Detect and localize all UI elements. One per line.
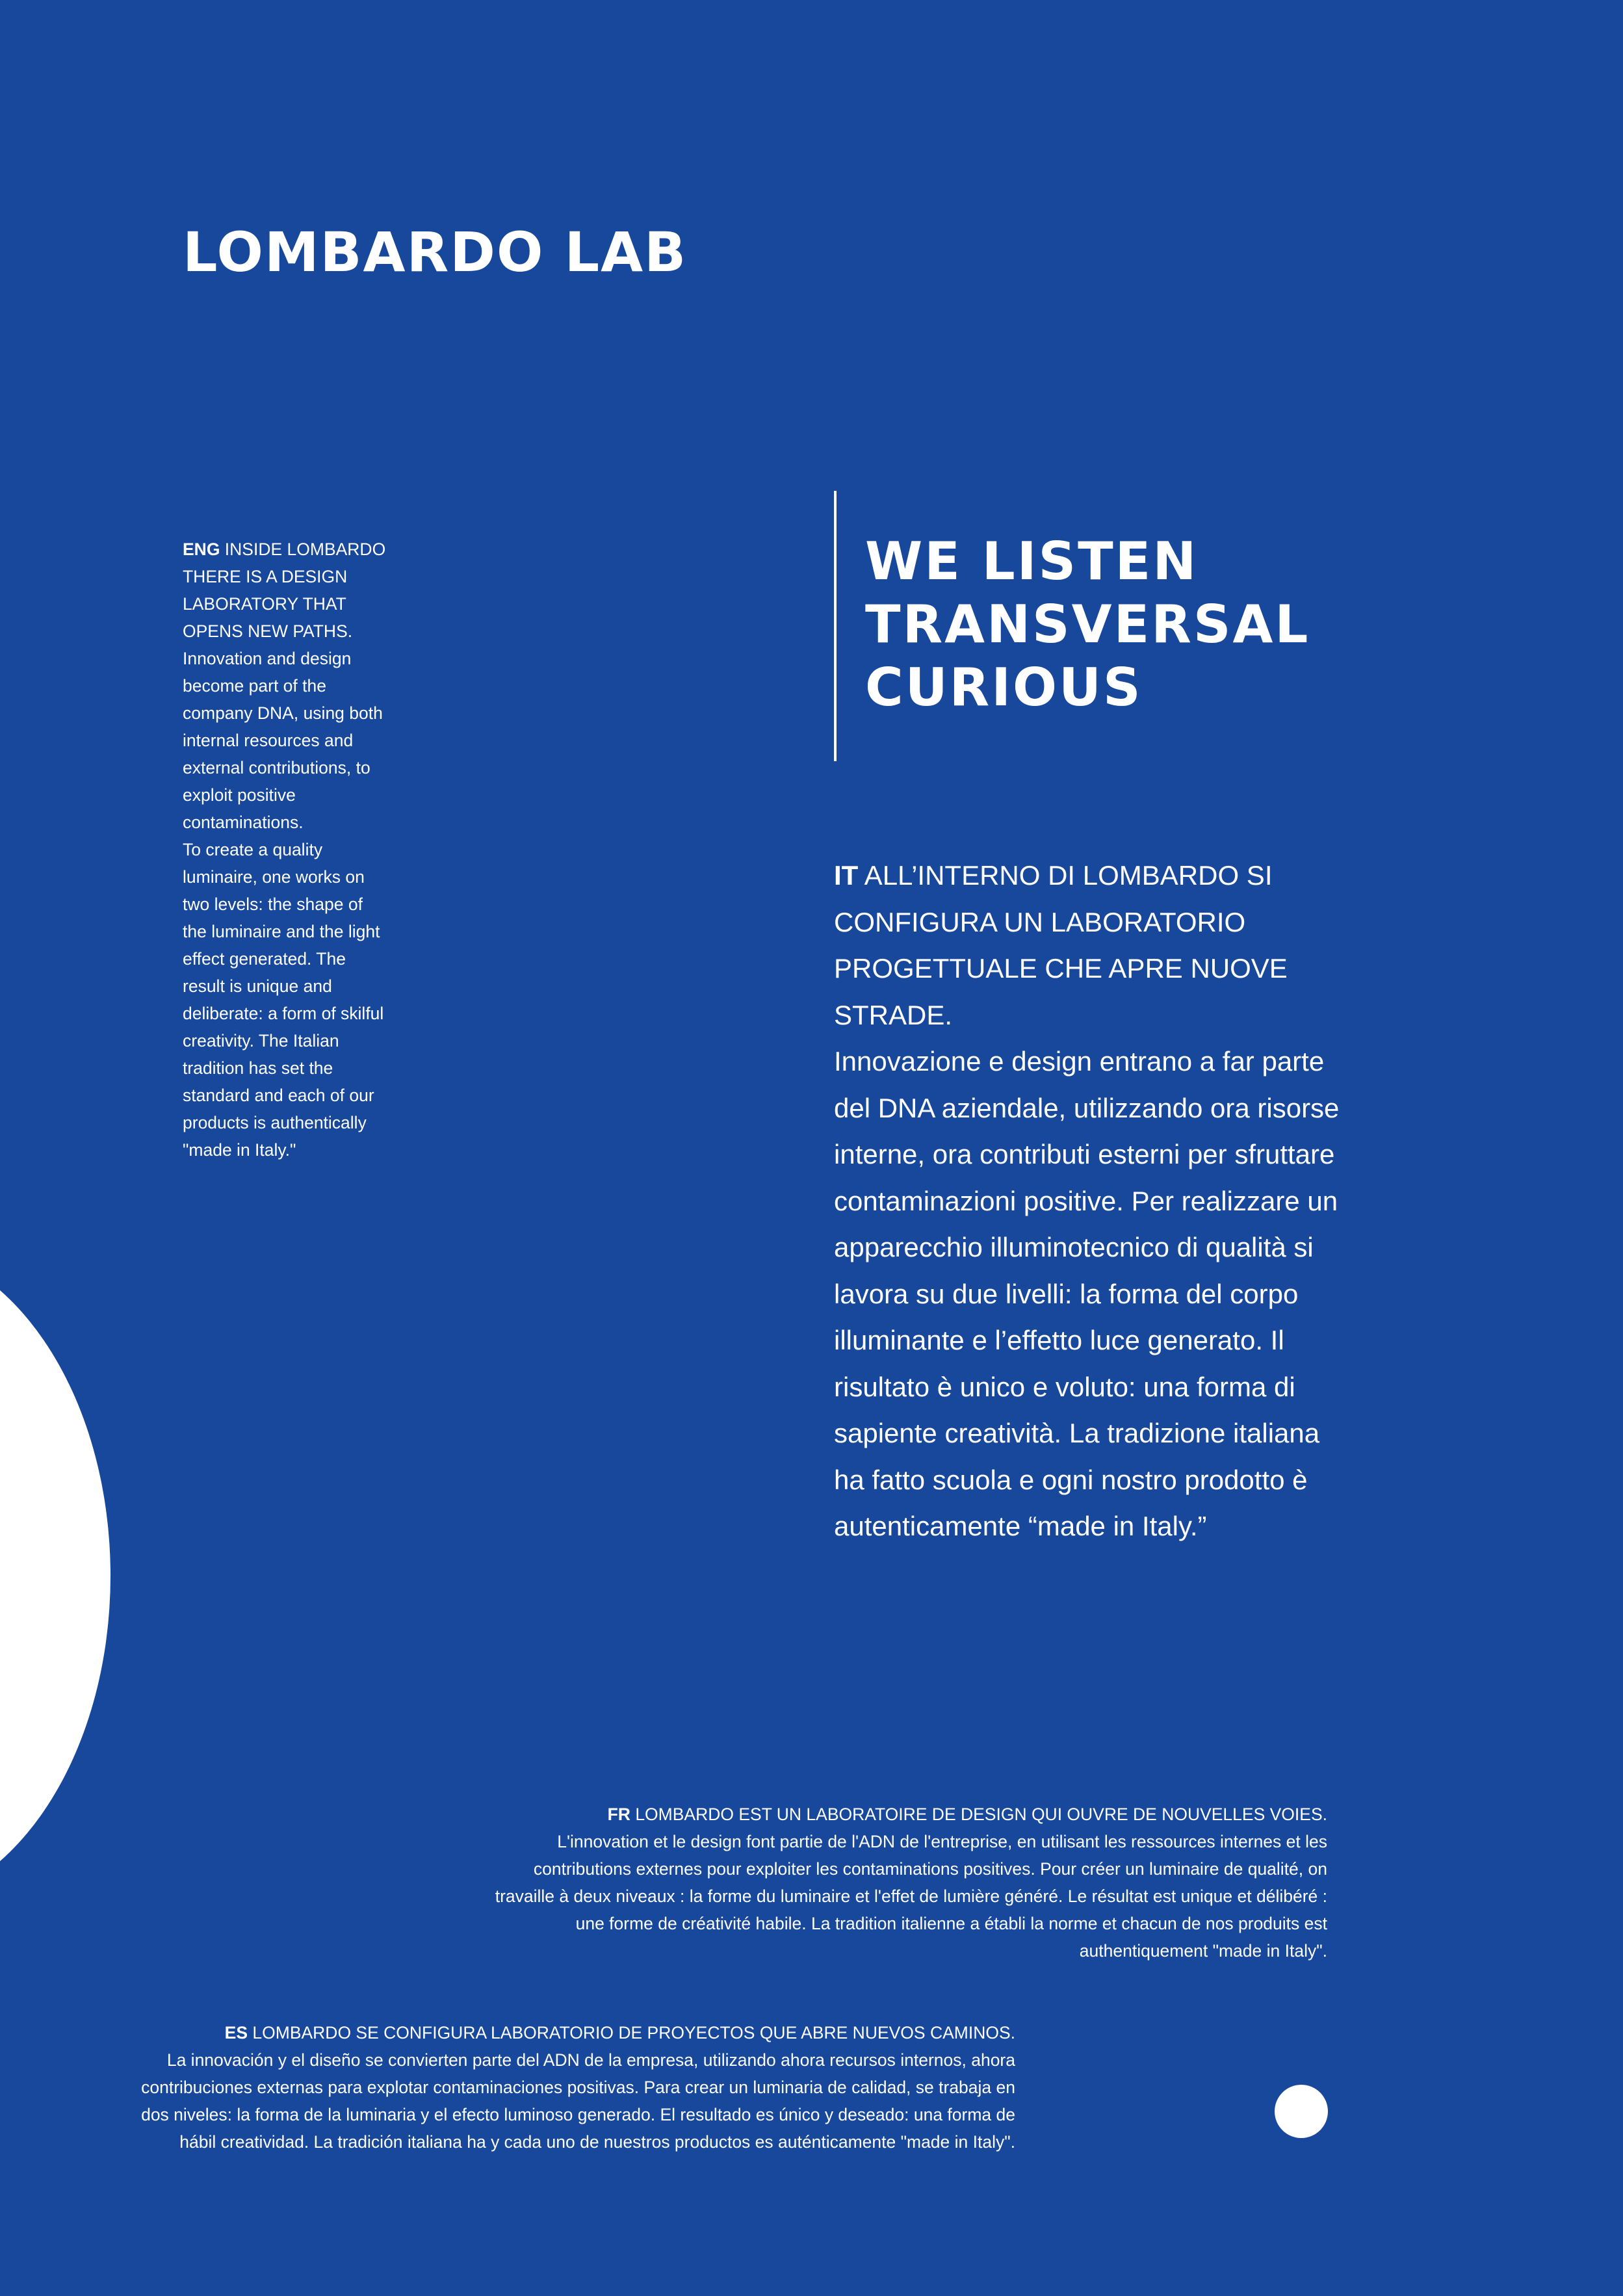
- es-language-label: ES: [224, 2023, 248, 2042]
- it-text-block: [834, 852, 1354, 1550]
- slogan-line-transversal: TRANSVERSAL: [865, 594, 1310, 655]
- fr-language-label: FR: [607, 1805, 630, 1824]
- eng-language-label: ENG: [183, 540, 220, 559]
- slogan-block: [834, 491, 1310, 761]
- fr-intro-text: LOMBARDO EST UN LABORATOIRE DE DESIGN QUI OUVRE DE NOUVELLES VOIES.: [630, 1805, 1327, 1824]
- fr-body-text: L'innovation et le design font partie de l'ADN de l'entreprise, en utilisant les ressources internes et les contributions externes pour exploiter les contaminations positives. Pour créer un luminaire de qualité, on travaille à deux niveaux : la forme du luminaire et l'effet de lumière généré. Le résultat est unique et délibéré : une forme de créativité habile. La tradition italienne a établi la norme et chacun de nos produits est authentiquement "made in Italy".: [495, 1832, 1327, 1961]
- it-intro-text: ALL’INTERNO DI LOMBARDO SI CONFIGURA UN LABORATORIO PROGETTUALE CHE APRE NUOVE STRADE.: [834, 860, 1288, 1030]
- decorative-dot: [1275, 2085, 1328, 2138]
- es-body-text: La innovación y el diseño se convierten parte del ADN de la empresa, utilizando ahora recursos internos, ahora contribuciones externas para explotar contaminaciones positivas. Para crear un luminaria de calidad, se trabaja en dos niveles: la forma de la luminaria y el efecto luminoso generado. El resultado es único y deseado: una forma de hábil creatividad. La tradición italiana ha y cada uno de nuestros productos es auténticamente "made in Italy".: [141, 2050, 1015, 2152]
- slogan-line-curious: CURIOUS: [865, 657, 1143, 718]
- it-body-text: Innovazione e design entrano a far parte del DNA aziendale, utilizzando ora risorse interne, ora contributi esterni per sfruttare contaminazioni positive. Per realizzare un apparecchio illuminotecnico di qualità si lavora su due livelli: la forma del corpo illuminante e l’effetto luce generato. Il risultato è unico e voluto: una forma di sapiente creatività. La tradizione italiana ha fatto scuola e ogni nostro prodotto è autenticamente “made in Italy.”: [834, 1046, 1340, 1541]
- it-language-label: IT: [834, 860, 859, 891]
- eng-body-text: To create a quality luminaire, one works on two levels: the shape of the luminaire and the light effect generated. The result is unique and deliberate: a form of skilful creativity. The Italian tradition has set the standard and each of our products is authentically "made in Italy.": [183, 840, 384, 1160]
- decorative-half-circle: [0, 1243, 110, 1909]
- page-title: LOMBARDO LAB: [183, 220, 688, 284]
- eng-text-block: [183, 536, 391, 1164]
- es-intro-text: LOMBARDO SE CONFIGURA LABORATORIO DE PROYECTOS QUE ABRE NUEVOS CAMINOS.: [248, 2023, 1015, 2042]
- eng-intro-text: INSIDE LOMBARDO THERE IS A DESIGN LABORATORY THAT OPENS NEW PATHS. Innovation and design become part of the company DNA, using both internal resources and external contributions, to exploit positive contaminations.: [183, 540, 386, 832]
- slogan-line-listen: WE LISTEN: [865, 531, 1199, 592]
- es-text-block: [117, 2019, 1015, 2156]
- fr-text-block: [494, 1801, 1327, 1964]
